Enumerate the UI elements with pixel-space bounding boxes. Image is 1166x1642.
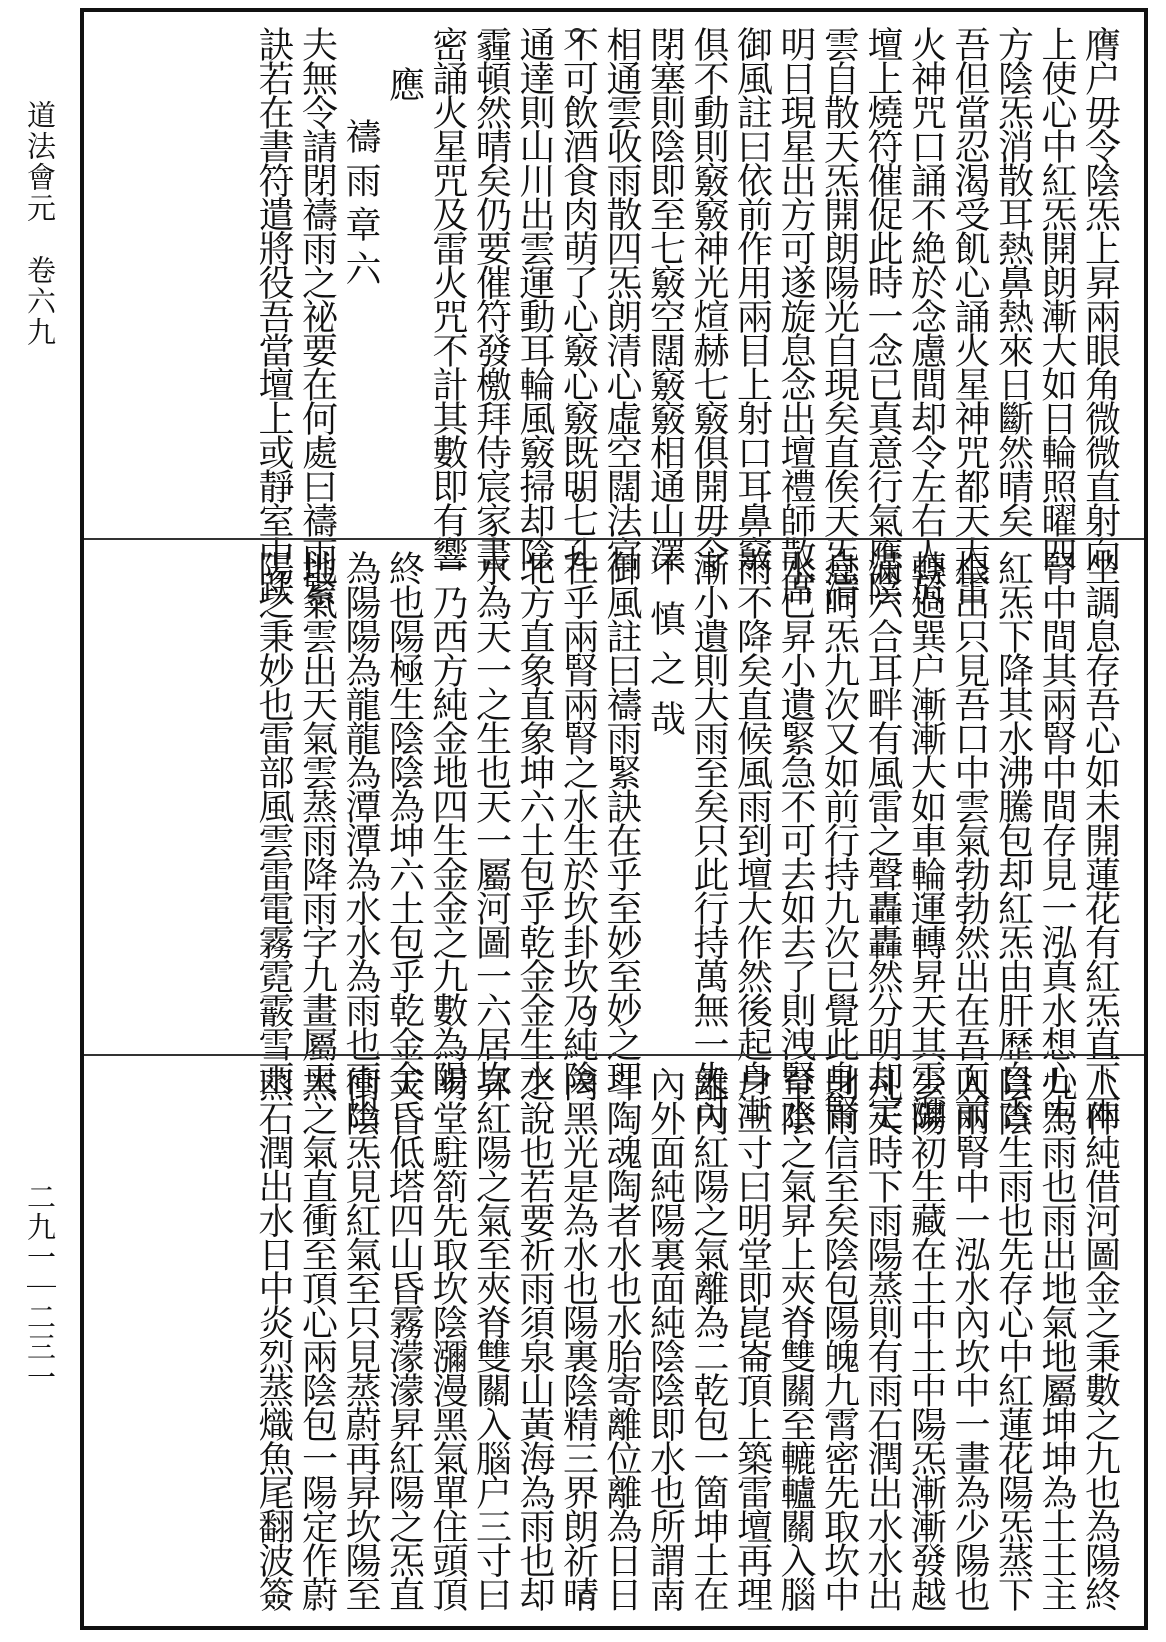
text-column: 地氣雲出天氣雲蒸雨降雨字九畫屬天 (296, 550, 338, 1094)
text-column: 上使心中紅炁開朗漸大如日輪照曜四 (1036, 26, 1077, 570)
circle-mark (572, 552, 586, 566)
text-column: 滿六合耳畔有風雷之聲轟轟然分明却定 (862, 550, 903, 1128)
text-column: 壇上燒符催促此時一念已真意行氣應陰 (862, 26, 903, 604)
text-column: 俱不動則竅竅神光煊赫七竅俱開毋令 (688, 26, 729, 570)
text-column: 膺户毋令陰炁上昇兩眼角微微直射向 (1079, 26, 1121, 570)
text-column: 北方直象直象坤六土包乎乾金金生水 (514, 550, 555, 1094)
text-column: 陽之秉妙也雷部風雲雷電霧霓霰雪雨 (253, 550, 294, 1094)
text-column: 蒸石潤出水日中炎烈蒸熾魚尾翻波簽 (253, 1066, 294, 1610)
text-column: 衝陰炁見紅氣至只見蒸蔚再昇坎陽至 (340, 1066, 381, 1610)
text-column: 至陰之氣昇上夾脊雙關至轆轤關入腦 (775, 1066, 816, 1610)
text-column: 紅炁下降其水沸騰包却紅炁由肝歷自舌 (992, 550, 1034, 1128)
text-column: 轉過巽户漸漸大如車輪運轉昇天其雲瀰 (905, 550, 947, 1128)
divider-rule-2 (84, 1054, 1144, 1056)
circle-mark (580, 1590, 594, 1604)
text-column: 禱雨章六 (340, 118, 381, 294)
text-column: 昇紅陽之氣至夾脊雙關入腦户三寸曰 (470, 1066, 512, 1610)
text-column: 入兩腎中一泓水內坎中一畫為少陽也 (949, 1066, 990, 1610)
text-column: 不可飲酒食肉萌了心竅心竅既明七孔 (557, 26, 599, 570)
text-column: 一乃西方純金地四生金金之九數為陽 (427, 550, 468, 1094)
text-column: 則雨信至矣陰包陽魄九霄密先取坎中 (818, 1066, 860, 1610)
text-column: 密誦火星咒及雷火咒不計其數即有響 (427, 26, 468, 570)
circle-mark (580, 1070, 594, 1084)
text-column: 九為雨也雨出地氣地屬坤坤為土土主 (1036, 1066, 1077, 1610)
text-column: 根出只見吾口中雲氣勃勃然出在吾面前 (949, 550, 990, 1128)
text-column: 御風註曰禱雨緊訣在乎至妙至妙之理 (601, 550, 642, 1094)
margin-title: 道法會元 卷六九 (23, 100, 57, 348)
text-column: 火神咒口誦不絶於念慮間却令左右人於 (905, 26, 947, 604)
text-column: 腎中間其兩腎中間存見一泓真水想心中 (1036, 550, 1077, 1128)
text-column: 明堂駐箚先取坎陰瀰漫黑氣單住頭頂 (427, 1066, 468, 1610)
text-column: 雲自散天炁開朗陽光自現矣直俟天炁清 (818, 26, 860, 604)
register-top (84, 26, 1144, 604)
circle-mark (572, 488, 586, 502)
text-column: 斗陶魂陶者水也水胎寄離位離為日日 (601, 1066, 642, 1610)
text-column: 終也陽極生陰陰為坤六土包乎乾金金 (383, 550, 425, 1094)
text-column: 御風註曰依前作用兩目上射口耳鼻竅 (731, 26, 773, 570)
text-column: 之說也若要祈雨須泉山黃海為雨也却 (514, 1066, 555, 1610)
text-column: 吾但當忍渴受飢心誦火星神咒都天大雷 (949, 26, 990, 604)
text-column: 坐調息存吾心如未開蓮花有紅炁直下兩 (1079, 550, 1121, 1128)
text-column: 黑之氣直衝至頂心兩陰包一陽定作蔚 (296, 1066, 338, 1610)
text-column: 少陽初生藏在土中土中陽炁漸漸發越 (905, 1066, 947, 1610)
circle-mark (578, 1006, 592, 1020)
text-column: 通達則山川出雲運動耳輪風竅掃却陰 (514, 26, 555, 570)
text-column: 漸小遺則大雨至矣只此行持萬無一失可 (688, 550, 729, 1128)
circle-mark (570, 28, 584, 42)
text-column: 方陰炁消散耳熱鼻熱來日斷然晴矣 (992, 26, 1034, 536)
text-column: 內外面純陽裏面純陰陰即水也所謂南 (644, 1066, 686, 1610)
text-column: 水為天一之生也天一屬河圖一六居坎 (470, 550, 512, 1094)
register-middle (84, 550, 1144, 1128)
register-bottom (84, 1066, 1144, 1610)
text-column: 離內紅陽之氣離為二乾包一箇坤土在 (688, 1066, 729, 1610)
text-column: 為陽陽為龍龍為潭潭為水水為雨也雨出 (340, 550, 381, 1128)
text-column: 內黑光是為水也陽裏陰精三界朗祈晴 (557, 1066, 599, 1610)
text-column: 應 (383, 66, 425, 103)
divider-rule-1 (84, 538, 1144, 540)
text-column: 明日現星出方可遂旋息念出壇禮師散席 (775, 26, 816, 604)
text-column: 不慎之哉 (644, 550, 686, 750)
text-column: 凡天時下雨陽蒸則有雨石潤出水水出 (862, 1066, 903, 1610)
text-column: 天昏低塔四山昏霧濛濛昇紅陽之炁直 (383, 1066, 425, 1610)
text-column: 户三寸曰明堂即崑崙頂上築雷壇再理 (731, 1066, 773, 1610)
margin-page-number: 二九一｜二三一 (23, 1182, 57, 1392)
text-column: 閉塞則陰即至七竅空闊竅竅相通山澤 (644, 26, 686, 570)
text-column: 八件純借河圖金之秉數之九也為陽終 (1079, 1066, 1121, 1610)
text-column: 雨不降矣直候風雨到壇大作然後起身漸 (731, 550, 773, 1128)
text-column: 相通雲收雨散四炁朗清心虛空闊法官 (601, 26, 642, 570)
text-column: 在乎兩腎兩腎之水生於坎卦坎乃純陰 (557, 550, 599, 1094)
text-column: 水已昇小遺緊急不可去如去了則洩腎水 (775, 550, 816, 1128)
page-frame (80, 8, 1148, 1630)
text-column: 陰陰生雨也先存心中紅蓮花陽炁蒸下 (992, 1066, 1034, 1610)
text-column: 夫無令請閉禱雨之祕要在何處曰禱雨緊 (296, 26, 338, 604)
text-column: 訣若在書符遣將役吾當壇上或靜室中趺 (253, 26, 294, 604)
text-column: 息呵炁九次又如前行持九次已覺此身腎 (818, 550, 860, 1128)
text-column: 霾頓然晴矣仍要催符發檄拜侍宸家書 (470, 26, 512, 570)
